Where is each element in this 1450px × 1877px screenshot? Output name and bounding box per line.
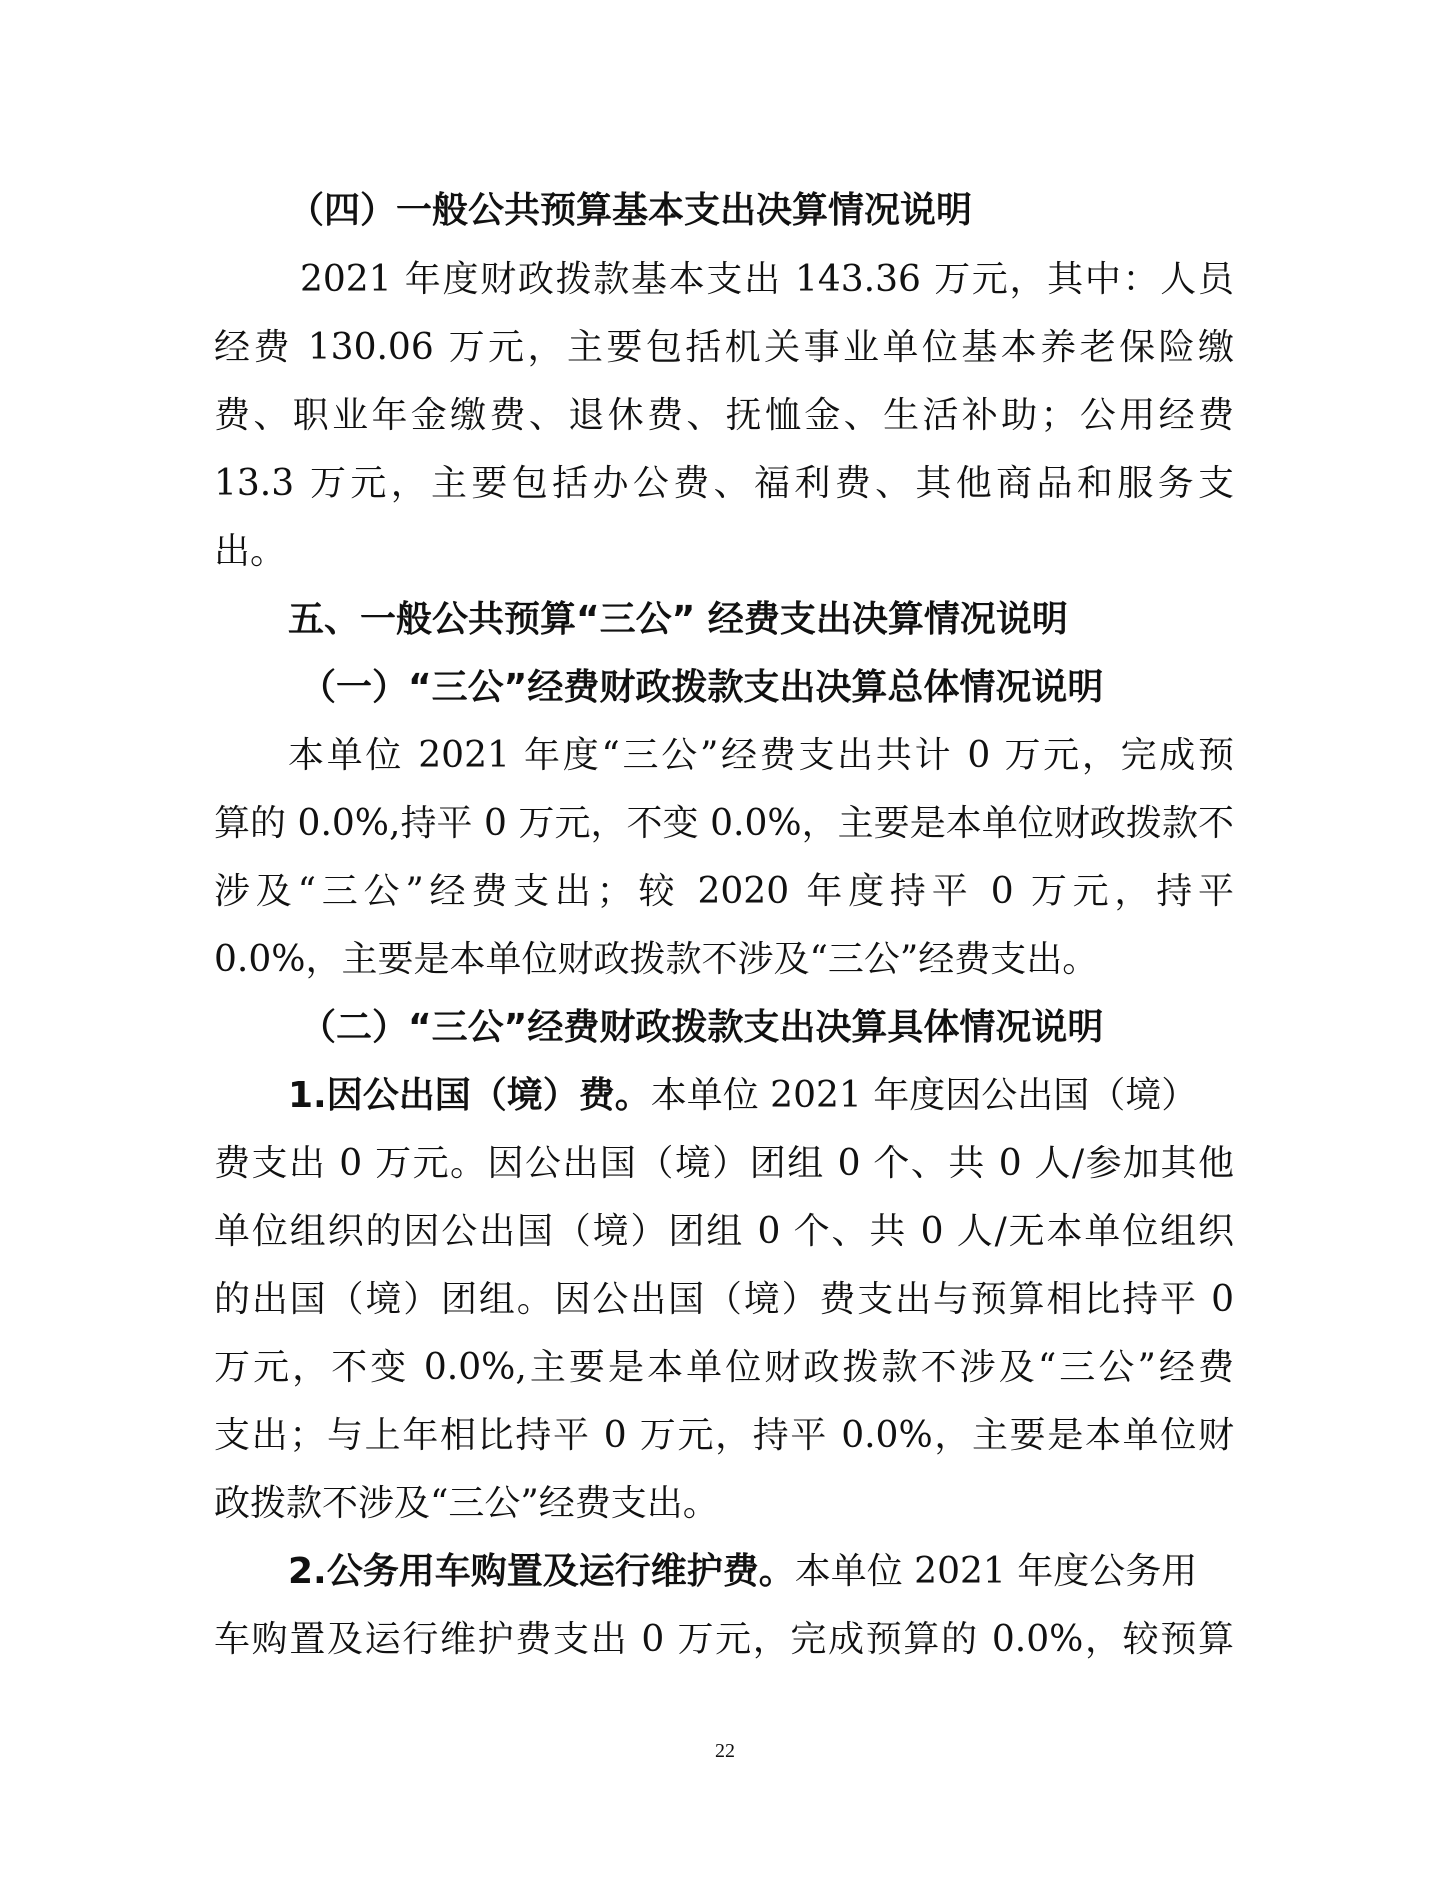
item-1-line-6: 支出；与上年相比持平 0 万元，持平 0.0%，主要是本单位财 [214, 1415, 1234, 1456]
para-5-1-line-3: 涉及“三公”经费支出；较 2020 年度持平 0 万元，持平 [214, 871, 1234, 912]
item-1-line-1 [288, 1066, 1234, 1126]
page-number: 22 [715, 1740, 735, 1762]
para-5-1-line-1: 本单位 2021 年度“三公”经费支出共计 0 万元，完成预 [288, 735, 1234, 776]
para-5-1-line-2: 算的 0.0%,持平 0 万元，不变 0.0%，主要是本单位财政拨款不 [214, 803, 1234, 844]
item-1-label: 1.因公出国（境）费。 [288, 1075, 651, 1116]
heading-4: （四）一般公共预算基本支出决算情况说明 [288, 190, 973, 231]
heading-5-1: （一）“三公”经费财政拨款支出决算总体情况说明 [300, 667, 1104, 708]
para-4-line-5: 出。 [214, 531, 287, 572]
item-1-line-2: 费支出 0 万元。因公出国（境）团组 0 个、共 0 人/参加其他 [214, 1143, 1234, 1184]
item-2-line-1 [288, 1542, 1234, 1602]
heading-5: 五、一般公共预算“三公” 经费支出决算情况说明 [288, 599, 1068, 640]
para-5-1-line-4: 0.0%，主要是本单位财政拨款不涉及“三公”经费支出。 [214, 939, 1099, 980]
item-2-line-2: 车购置及运行维护费支出 0 万元，完成预算的 0.0%，较预算 [214, 1619, 1234, 1660]
item-1-line-5: 万元，不变 0.0%,主要是本单位财政拨款不涉及“三公”经费 [214, 1347, 1234, 1388]
heading-5-2: （二）“三公”经费财政拨款支出决算具体情况说明 [300, 1007, 1104, 1048]
item-1-line-4: 的出国（境）团组。因公出国（境）费支出与预算相比持平 0 [214, 1279, 1234, 1320]
item-1-line-7: 政拨款不涉及“三公”经费支出。 [214, 1483, 719, 1524]
item-1-line-3: 单位组织的因公出国（境）团组 0 个、共 0 人/无本单位组织 [214, 1211, 1234, 1252]
para-4-line-1: 2021 年度财政拨款基本支出 143.36 万元，其中：人员 [300, 259, 1234, 300]
item-2-label: 2.公务用车购置及运行维护费。 [288, 1551, 795, 1592]
para-4-line-2: 经费 130.06 万元，主要包括机关事业单位基本养老保险缴 [214, 327, 1234, 368]
para-4-line-3: 费、职业年金缴费、退休费、抚恤金、生活补助；公用经费 [214, 395, 1234, 436]
para-4-line-4: 13.3 万元，主要包括办公费、福利费、其他商品和服务支 [214, 463, 1234, 504]
item-2-first-line-rest: 本单位 2021 年度公务用 [794, 1551, 1198, 1592]
item-1-first-line-rest: 本单位 2021 年度因公出国（境） [650, 1075, 1198, 1116]
